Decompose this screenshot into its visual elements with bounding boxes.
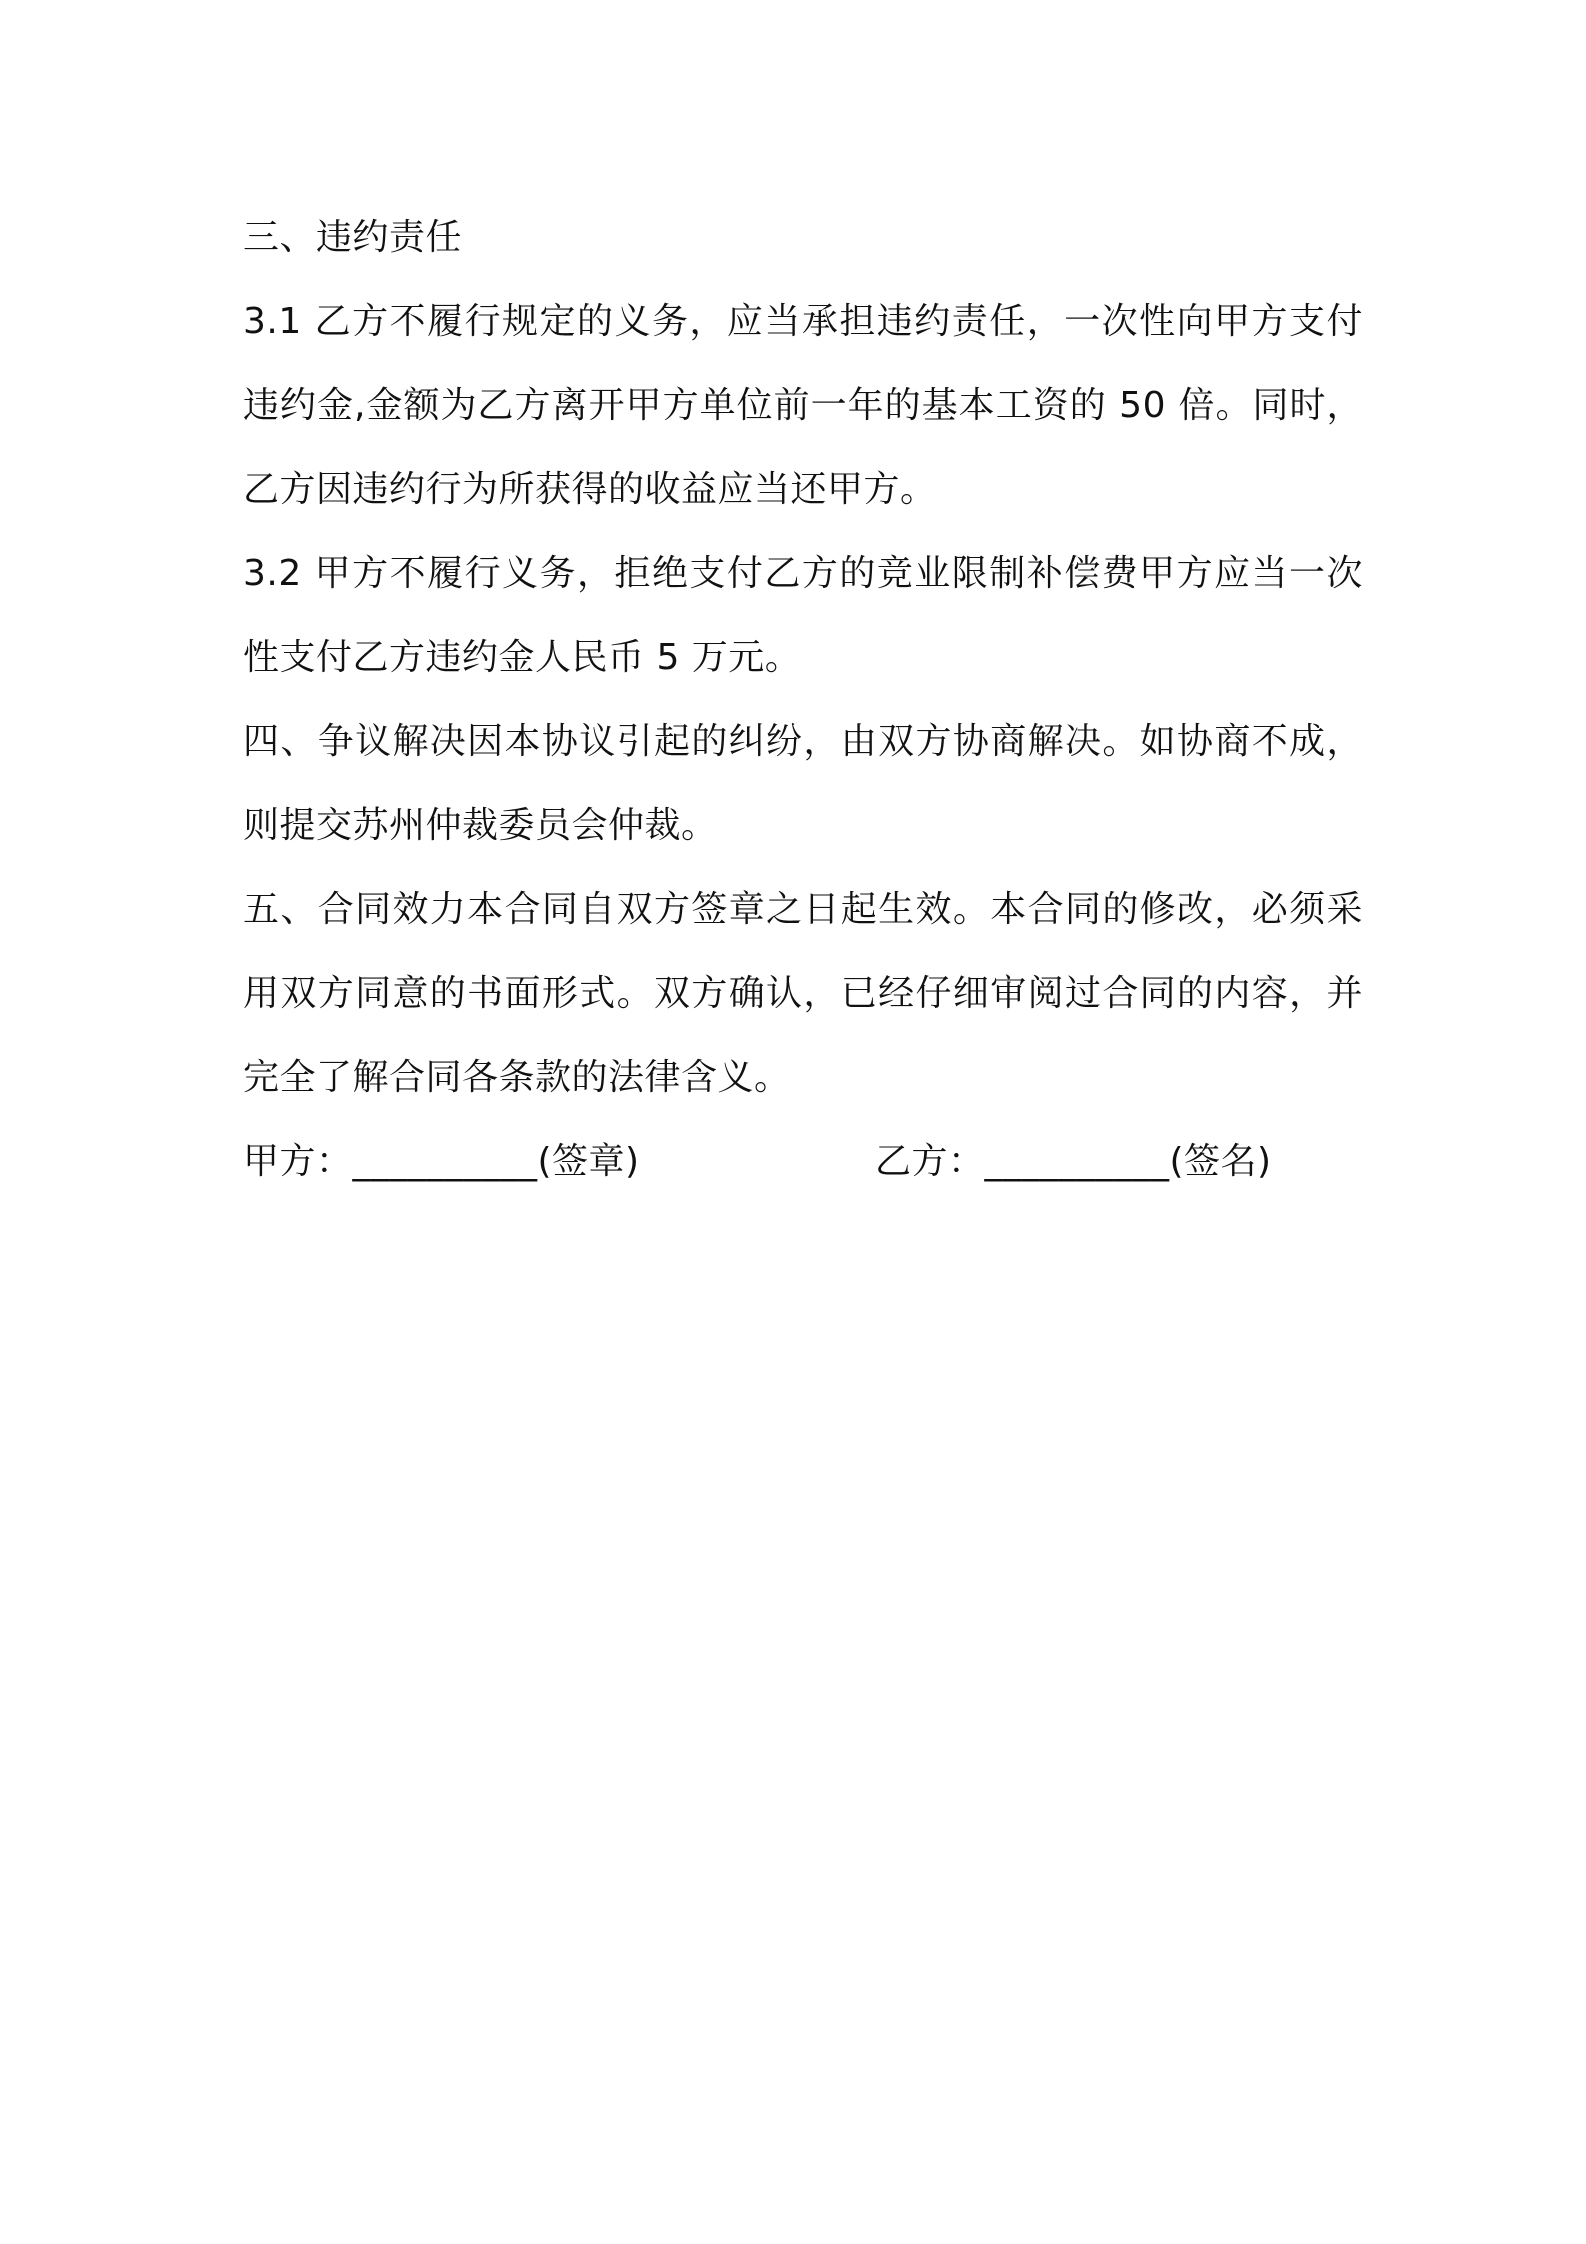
section-5-contract-validity: 五、合同效力本合同自双方签章之日起生效。本合同的修改，必须采用双方同意的书面形式。双方确认，已经仔细审阅过合同的内容，并完全了解合同各条款的法律含义。 bbox=[243, 889, 1363, 1098]
document-body bbox=[243, 196, 1363, 1204]
clause-3-1: 3.1 乙方不履行规定的义务，应当承担违约责任，一次性向甲方支付违约金,金额为乙方离开甲方单位前一年的基本工资的 50 倍。同时，乙方因违约行为所获得的收益应当还甲方。 bbox=[243, 301, 1363, 510]
section-3-heading: 三、违约责任 bbox=[243, 217, 463, 258]
signature-row bbox=[243, 1120, 1363, 1204]
section-4-dispute-resolution: 四、争议解决因本协议引起的纠纷，由双方协商解决。如协商不成，则提交苏州仲裁委员会仲裁。 bbox=[243, 721, 1363, 846]
clause-3-2: 3.2 甲方不履行义务，拒绝支付乙方的竞业限制补偿费甲方应当一次性支付乙方违约金人民币 5 万元。 bbox=[243, 553, 1363, 678]
party-a-signature: 甲方：__________(签章) bbox=[243, 1141, 640, 1182]
party-b-signature: 乙方：__________(签名) bbox=[875, 1141, 1272, 1182]
